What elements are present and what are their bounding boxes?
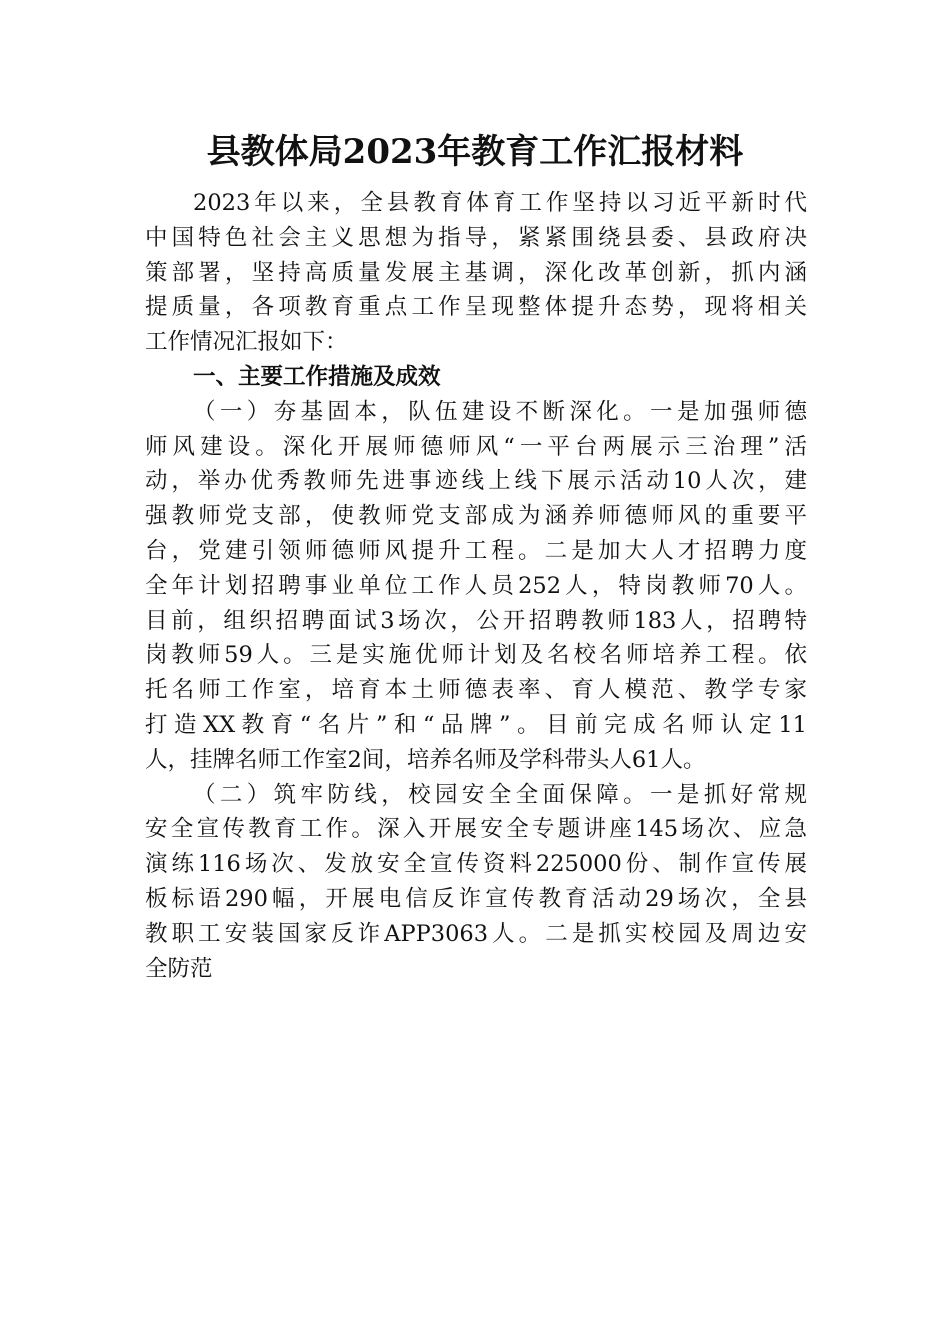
intro-line: 中国特色社会主义思想为指导，紧紧围绕县委、县政府决	[145, 224, 807, 251]
intro-line: 工作情况汇报如下：	[145, 329, 348, 356]
paragraph-line: 人，挂牌名师工作室2间，培养名师及学科带头人61人。	[145, 746, 706, 773]
paragraph-team-building	[145, 395, 807, 778]
paragraph-line: 演练116场次、发放安全宣传资料225000份、制作宣传展	[145, 851, 807, 878]
document-title: 县教体局2023年教育工作汇报材料	[206, 132, 744, 172]
paragraph-line: 教职工安装国家反诈APP3063人。二是抓实校园及周边安	[145, 920, 807, 947]
paragraph-line: 托名师工作室，培育本土师德表率、育人模范、教学专家	[145, 677, 807, 704]
paragraph-line: （一）夯基固本，队伍建设不断深化。一是加强师德	[193, 398, 807, 425]
paragraph-line: （二）筑牢防线，校园安全全面保障。一是抓好常规	[193, 781, 807, 808]
paragraph-line: 师风建设。深化开展师德师风“一平台两展示三治理”活	[145, 433, 807, 460]
paragraph-line: 目前，组织招聘面试3场次，公开招聘教师183人，招聘特	[145, 607, 807, 634]
intro-line: 2023年以来，全县教育体育工作坚持以习近平新时代	[193, 190, 807, 216]
intro-paragraph	[145, 186, 807, 360]
paragraph-line: 台，党建引领师德师风提升工程。二是加大人才招聘力度	[145, 537, 807, 564]
intro-line: 策部署，坚持高质量发展主基调，深化改革创新，抓内涵	[145, 259, 807, 286]
intro-line: 提质量，各项教育重点工作呈现整体提升态势，现将相关	[145, 294, 807, 321]
paragraph-line: 打造XX教育“名片”和“品牌”。目前完成名师认定11	[145, 711, 807, 738]
paragraph-campus-safety	[145, 778, 807, 987]
paragraph-line: 板标语290幅，开展电信反诈宣传教育活动29场次，全县	[145, 885, 807, 912]
paragraph-line: 强教师党支部，使教师党支部成为涵养师德师风的重要平	[145, 503, 807, 530]
paragraph-line: 动，举办优秀教师先进事迹线上线下展示活动10人次，建	[145, 468, 807, 495]
paragraph-line: 全年计划招聘事业单位工作人员252人，特岗教师70人。	[145, 572, 807, 599]
section-heading: 一、主要工作措施及成效	[193, 363, 441, 390]
document-body	[145, 186, 807, 986]
paragraph-line: 安全宣传教育工作。深入开展安全专题讲座145场次、应急	[145, 816, 807, 843]
paragraph-line: 岗教师59人。三是实施优师计划及名校名师培养工程。依	[145, 642, 807, 669]
paragraph-line: 全防范	[145, 955, 213, 982]
